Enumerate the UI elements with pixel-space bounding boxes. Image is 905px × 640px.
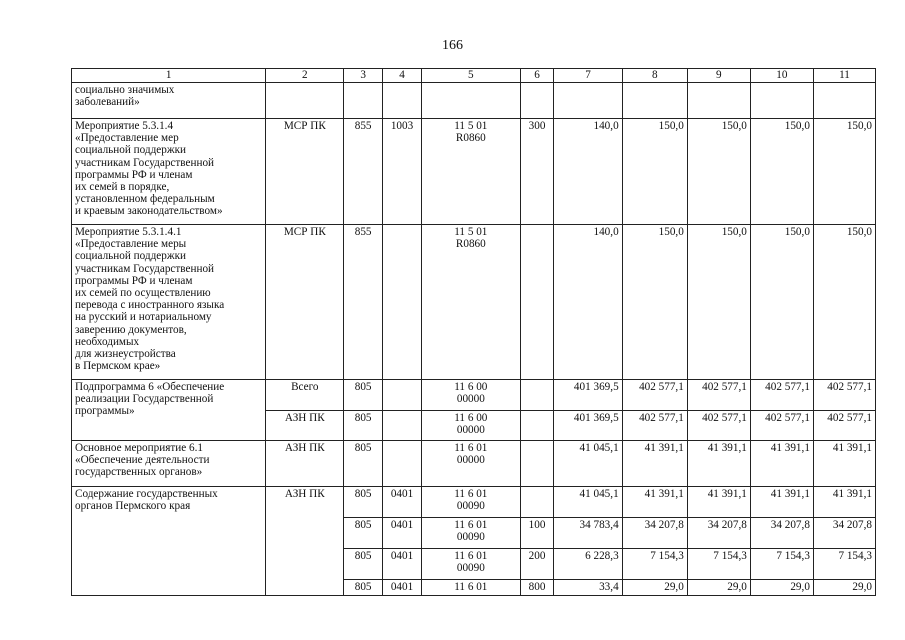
vr-cell: 300 [520,119,554,225]
table-row [72,225,876,380]
table-row [72,441,876,487]
value-cell: 7 154,3 [813,549,875,580]
value-cell: 402 577,1 [622,411,687,441]
event-name: социально значимых заболеваний» [72,83,266,119]
value-cell: 29,0 [622,580,687,596]
section-cell: 0401 [383,518,422,549]
table-row [72,487,876,518]
table-row [72,380,876,411]
admin-cell: АЗН ПК [266,411,344,441]
vr-cell: 100 [520,518,554,549]
value-cell: 402 577,1 [750,380,813,411]
value-cell: 34 207,8 [622,518,687,549]
grbs-cell [344,83,383,119]
column-header: 3 [344,69,383,83]
section-cell [383,225,422,380]
value-cell [622,83,687,119]
grbs-cell: 805 [344,411,383,441]
value-cell: 401 369,5 [554,380,622,411]
vr-cell [520,83,554,119]
section-cell [383,380,422,411]
value-cell: 150,0 [622,225,687,380]
value-cell: 7 154,3 [750,549,813,580]
admin-cell: Всего [266,380,344,411]
value-cell: 41 391,1 [687,487,750,518]
column-header: 9 [687,69,750,83]
value-cell [687,83,750,119]
value-cell: 150,0 [813,119,875,225]
event-name: Мероприятие 5.3.1.4.1 «Предоставление меры социальной поддержки участникам Государственной программы РФ и членам их семей по осуществлению перевода с иностранного языка на русский и нотариальному заверению документов, необходимых для жизнеустройства в Пермском крае» [72,225,266,380]
grbs-cell: 805 [344,549,383,580]
admin-cell [266,83,344,119]
value-cell: 34 207,8 [750,518,813,549]
value-cell: 41 391,1 [622,441,687,487]
csr-code-cell: 11 6 00 00000 [421,411,520,441]
value-cell: 41 391,1 [687,441,750,487]
value-cell: 140,0 [554,225,622,380]
section-cell [383,411,422,441]
grbs-cell: 805 [344,380,383,411]
vr-cell [520,380,554,411]
csr-code-cell: 11 6 00 00000 [421,380,520,411]
column-header: 5 [421,69,520,83]
grbs-cell: 855 [344,119,383,225]
admin-cell: АЗН ПК [266,487,344,596]
value-cell: 402 577,1 [687,380,750,411]
value-cell: 150,0 [750,119,813,225]
value-cell: 41 391,1 [750,487,813,518]
value-cell: 7 154,3 [687,549,750,580]
vr-cell: 800 [520,580,554,596]
section-cell [383,83,422,119]
subprogram-name: Подпрограмма 6 «Обеспечение реализации Государственной программы» [72,380,266,441]
column-header: 7 [554,69,622,83]
csr-code-cell: 11 5 01 R0860 [421,119,520,225]
value-cell: 7 154,3 [622,549,687,580]
column-header: 10 [750,69,813,83]
column-header: 8 [622,69,687,83]
admin-cell: МСР ПК [266,225,344,380]
value-cell: 29,0 [687,580,750,596]
value-cell: 402 577,1 [813,380,875,411]
page-number: 166 [442,38,463,53]
value-cell: 34 207,8 [813,518,875,549]
value-cell: 150,0 [687,119,750,225]
grbs-cell: 855 [344,225,383,380]
value-cell: 41 391,1 [813,441,875,487]
value-cell: 150,0 [750,225,813,380]
value-cell: 150,0 [622,119,687,225]
value-cell: 401 369,5 [554,411,622,441]
value-cell: 150,0 [813,225,875,380]
column-header: 2 [266,69,344,83]
value-cell: 6 228,3 [554,549,622,580]
vr-cell [520,441,554,487]
column-header: 11 [813,69,875,83]
value-cell: 402 577,1 [622,380,687,411]
value-cell: 140,0 [554,119,622,225]
table-row [72,83,876,119]
csr-code-cell [421,83,520,119]
event-name: Содержание государственных органов Пермского края [72,487,266,596]
value-cell: 29,0 [813,580,875,596]
value-cell: 29,0 [750,580,813,596]
vr-cell [520,225,554,380]
vr-cell: 200 [520,549,554,580]
event-name: Мероприятие 5.3.1.4 «Предоставление мер социальной поддержки участникам Государственной программы РФ и членам их семей в порядке, установленном федеральным и краевым законодательством» [72,119,266,225]
section-cell [383,441,422,487]
column-number-row [72,69,876,83]
section-cell: 0401 [383,549,422,580]
grbs-cell: 805 [344,518,383,549]
value-cell [750,83,813,119]
value-cell: 41 045,1 [554,441,622,487]
value-cell: 402 577,1 [813,411,875,441]
value-cell: 41 391,1 [813,487,875,518]
table-row [72,119,876,225]
csr-code-cell: 11 6 01 [421,580,520,596]
value-cell: 41 391,1 [622,487,687,518]
column-header: 4 [383,69,422,83]
value-cell: 150,0 [687,225,750,380]
grbs-cell: 805 [344,441,383,487]
section-cell: 0401 [383,580,422,596]
value-cell: 34 207,8 [687,518,750,549]
column-header: 6 [520,69,554,83]
grbs-cell: 805 [344,580,383,596]
event-name: Основное мероприятие 6.1 «Обеспечение деятельности государственных органов» [72,441,266,487]
vr-cell [520,411,554,441]
csr-code-cell: 11 6 01 00090 [421,518,520,549]
csr-code-cell: 11 5 01 R0860 [421,225,520,380]
vr-cell [520,487,554,518]
value-cell: 402 577,1 [687,411,750,441]
csr-code-cell: 11 6 01 00090 [421,549,520,580]
value-cell: 402 577,1 [750,411,813,441]
grbs-cell: 805 [344,487,383,518]
section-cell: 0401 [383,487,422,518]
admin-cell: МСР ПК [266,119,344,225]
value-cell [554,83,622,119]
value-cell: 41 045,1 [554,487,622,518]
csr-code-cell: 11 6 01 00090 [421,487,520,518]
value-cell: 33,4 [554,580,622,596]
section-cell: 1003 [383,119,422,225]
budget-table [71,68,876,596]
value-cell: 41 391,1 [750,441,813,487]
value-cell: 34 783,4 [554,518,622,549]
csr-code-cell: 11 6 01 00000 [421,441,520,487]
admin-cell: АЗН ПК [266,441,344,487]
column-header: 1 [72,69,266,83]
value-cell [813,83,875,119]
